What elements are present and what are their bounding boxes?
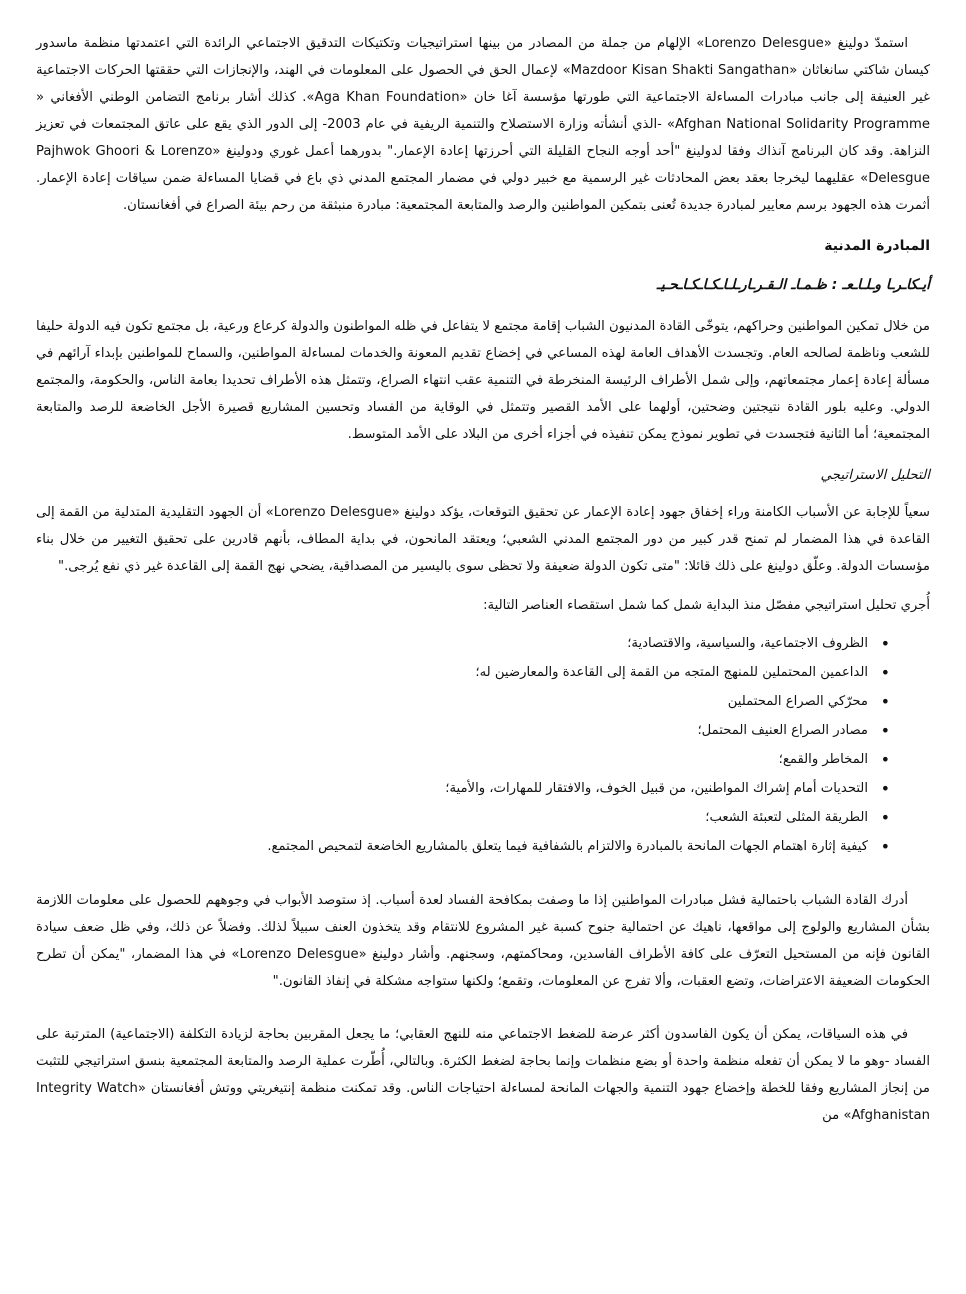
section-heading-strategic-analysis: التحليل الاستراتيجي	[820, 467, 930, 483]
list-item: • محرّكي الصراع المحتملين	[36, 687, 890, 716]
list-item: • مصادر الصراع العنيف المحتمل؛	[36, 716, 890, 745]
analysis-paragraph: سعياً للإجابة عن الأسباب الكامنة وراء إخفاق جهود إعادة الإعمار عن تحقيق التوقعات، يؤكد دولينغ «Lorenzo Delesgue» أن الجهود التقليدية المتدلية من القمة إلى القاعدة في هذا المضمار لم تمنح قدر كبير من دور المجتمع المدني الشعبي؛ ويعتقد المانحون، في بداية المطاف، بأنهم قادرين على تحقيق التغيير من خلال بناء مؤسسات الدولة. وعلّق دولينغ على ذلك قائلا: "متى تكون الدولة ضعيفة ولا تحظى سوى باليسير من المصداقية، يضحي نهج القمة إلى القاعدة غير ذي نفع يُرجى."	[36, 505, 930, 574]
intro-paragraph: استمدّ دولينغ «Lorenzo Delesgue» الإلهام من جملة من المصادر من بينها استراتيجيات وتكتيكات التدقيق الاجتماعي الرائدة التي اعتمدتها منظمة ماسدور كيسان شاكتي سانغاثان «Mazdoor Kisan Shakti Sangathan» لإعمال الحق في الحصول على المعلومات في الهند، والإنجازات التي حققتها الحركات الاجتماعية غير العنيفة إلى جانب مبادرات المساءلة الاجتماعية التي طورتها مؤسسة آغا خان «Aga Khan Foundation». كذلك أشار برنامج التضامن الوطني الأفغاني « Afghan National Solidarity Programme» -الذي أنشأته وزارة الاستصلاح والتنمية الريفية في عام 2003- إلى الدور الذي يقع على عاتق المجتمعات في تعزيز النزاهة. وقد كان البرنامج آنذاك وفقا لدولينغ "أحد أوجه النجاح القليلة التي أحرزتها إعادة الإعمار." بدورهما أعمل غوري ودولينغ «Pajhwok Ghoori & Lorenzo Delesgue» عقليهما ليخرجا بعقد بعض المحادثات غير الرسمية مع خبير دولي في مضمار المجتمع المدني ذي باع في قضايا المساءلة ضمن سياقات إعادة الإعمار. أثمرت هذه الجهود برسم معايير لمبادرة جديدة تُعنى بتمكين المواطنين والرصد والمتابعة المجتمعية: مبادرة منبثقة من رحم بيئة الصراع في أفغانستان.	[36, 36, 930, 213]
list-item: • كيفية إثارة اهتمام الجهات المانحة بالمبادرة والالتزام بالشفافية فيما يتعلق بالمشاريع الخاضعة لتمحيص المجتمع.	[36, 832, 890, 861]
list-item: • المخاطر والقمع؛	[36, 745, 890, 774]
section-heading-civic-initiative: المبادرة المدنية	[824, 238, 930, 254]
list-item: • الداعمين المحتملين للمنهج المتجه من القمة إلى القاعدة والمعارضين له؛	[36, 658, 890, 687]
section-subheading: أيـكاـرـا وـلـاـعـ : ظـمـاـ الـقـرـارـلـاـكـاـكـاـحـيـ	[656, 277, 930, 293]
list-item: • التحديات أمام إشراك المواطنين، من قبيل الخوف، والافتقار للمهارات، والأمية؛	[36, 774, 890, 803]
document-page	[36, 30, 930, 1129]
social-pressure-paragraph: في هذه السياقات، يمكن أن يكون الفاسدون أكثر عرضة للضغط الاجتماعي منه للنهج العقابي؛ ما يجعل المقربين بحاجة لزيادة التكلفة (الاجتماعية) المترتبة على الفساد -وهو ما لا يمكن أن تفعله منظمة واحدة أو بضع منظمات وإنما بحاجة لضغط الكثرة. وبالتالي، أُطّرت عملية الرصد والمتابعة المجتمعية بنسق استراتيجي للتثبت من إنجاز المشاريع وفقا للخطة وإخضاع جهود التنمية والجهات المانحة لمساءلة احتياجات الناس. وقد تمكنت منظمة إنتيغريتي ووتش أفغانستان «Integrity Watch Afghanistan» من	[36, 1027, 930, 1123]
list-item: • الظروف الاجتماعية، والسياسية، والاقتصادية؛	[36, 629, 890, 658]
analysis-list-intro: أُجري تحليل استراتيجي مفصّل منذ البداية شمل كما شمل استقصاء العناصر التالية:	[483, 598, 930, 613]
list-item: • الطريقة المثلى لتعبئة الشعب؛	[36, 803, 890, 832]
analysis-bullet-list	[36, 629, 930, 861]
goals-paragraph: من خلال تمكين المواطنين وحراكهم، يتوخّى القادة المدنيون الشباب إقامة مجتمع لا يتفاعل في ظله المواطنون والدولة كرعاع ورعية، بل مجتمع تكون فيه الدولة حليفا للشعب وناظمة لصالحه العام. وتجسدت الأهداف العامة لهذه المساعي في إخضاع تقديم المعونة والخدمات لمساءلة المواطنين، والسماح للمواطنين بإبداء آرائهم في مسألة إعادة إعمار مجتمعاتهم، وإلى شمل الأطراف الرئيسة المنخرطة في التنمية عقب انتهاء الصراع، وتتمثل هذه الأطراف تحديدا بعامة الناس، والحكومة، والمجتمع الدولي. وعليه بلور القادة نتيجتين وضحتين، أولهما على الأمد القصير وتتمثل في الوقاية من الفساد وتحسين المشاريع قصيرة الأجل الخاضعة للرصد والمتابعة المجتمعية؛ أما الثانية فتجسدت في تطوير نموذج يمكن تنفيذه في أجزاء أخرى من البلاد على الأمد المتوسط.	[36, 319, 930, 442]
risks-paragraph: أدرك القادة الشباب باحتمالية فشل مبادرات المواطنين إذا ما وصفت بمكافحة الفساد لعدة أسباب. إذ ستوصد الأبواب في وجوههم للحصول على معلومات اللازمة بشأن المشاريع والولوج إلى مواقعها، ناهيك عن احتمالية جنوح كسبة غير المشروع للانتقام وقد يتخذون العنف سبيلاً لذلك. وفضلاً عن ذلك، وفي ظل ضعف سيادة القانون فإنه من المستحيل التعرّف على كافة الأطراف الفاسدين، ومحاكمتهم، وسجنهم. وأشار دولينغ «Lorenzo Delesgue» في هذا المضمار، "يمكن أن تطرح الحكومات الضعيفة الاعتراضات، وتضع العقبات، وألا تفرج عن المعلومات، وتقمع؛ ولكنها ستواجه مشكلة في إنفاذ القانون."	[36, 893, 930, 989]
